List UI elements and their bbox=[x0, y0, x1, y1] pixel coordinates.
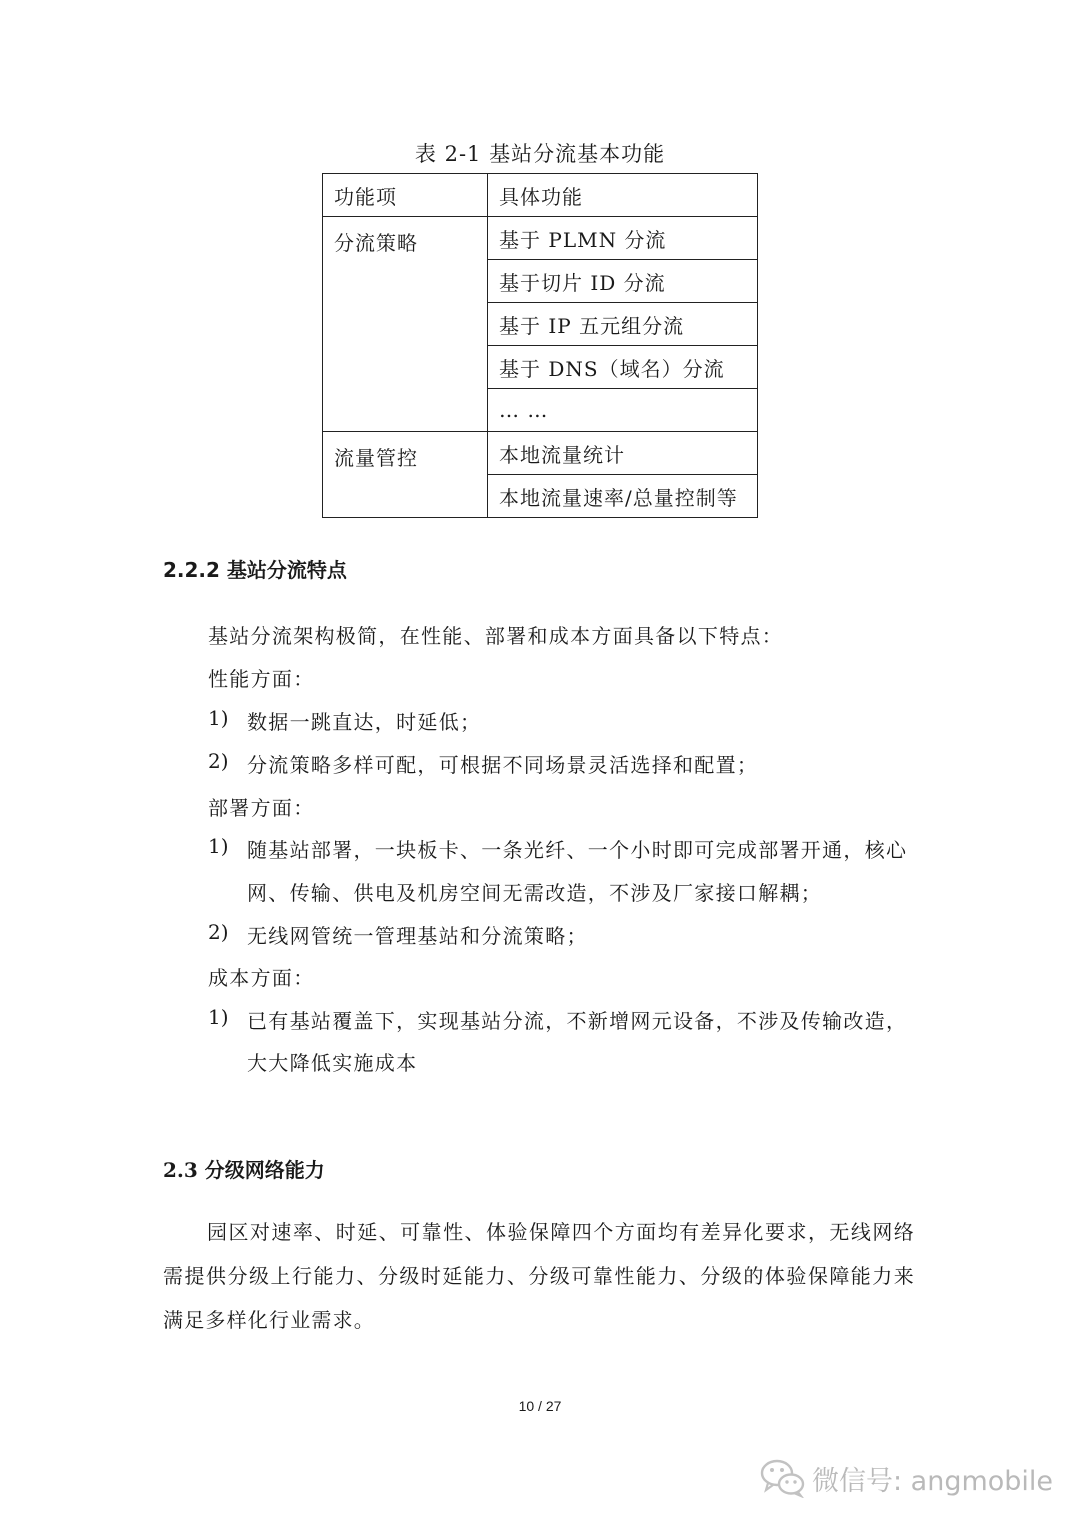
table-cell: 本地流量速率/总量控制等 bbox=[488, 475, 758, 518]
table-header-row bbox=[323, 174, 758, 217]
header-feature-item: 功能项 bbox=[323, 174, 488, 217]
performance-label: 性能方面： bbox=[208, 667, 315, 691]
category-offload-policy: 分流策略 bbox=[323, 217, 488, 432]
list-number: 2) bbox=[208, 920, 229, 944]
wechat-icon bbox=[760, 1458, 806, 1498]
list-number: 2) bbox=[208, 749, 229, 773]
table-row bbox=[323, 432, 758, 475]
list-item: 随基站部署，一块板卡、一条光纤、一个小时即可完成部署开通，核心 bbox=[247, 838, 908, 862]
header-specific-feature: 具体功能 bbox=[488, 174, 758, 217]
list-number: 1) bbox=[208, 706, 229, 730]
feature-table bbox=[322, 173, 758, 518]
cost-label: 成本方面： bbox=[208, 966, 315, 990]
section-paragraph: 园区对速率、时延、可靠性、体验保障四个方面均有差异化要求，无线网络需提供分级上行能力、分级时延能力、分级可靠性能力、分级的体验保障能力来满足多样化行业需求。 bbox=[163, 1220, 915, 1332]
deployment-label: 部署方面： bbox=[208, 796, 315, 820]
table-cell: 基于 DNS（域名）分流 bbox=[488, 346, 758, 389]
list-item-continued: 大大降低实施成本 bbox=[247, 1051, 418, 1075]
section-heading-2-3: 2.3 分级网络能力 bbox=[163, 1158, 325, 1182]
table-cell: 基于切片 ID 分流 bbox=[488, 260, 758, 303]
page-number: 10 / 27 bbox=[518, 1398, 562, 1414]
list-item: 无线网管统一管理基站和分流策略； bbox=[247, 924, 588, 948]
list-number: 1) bbox=[208, 1005, 229, 1029]
table-cell: 本地流量统计 bbox=[488, 432, 758, 475]
watermark bbox=[760, 1458, 1053, 1498]
table-cell: … … bbox=[488, 389, 758, 432]
table-cell: 基于 IP 五元组分流 bbox=[488, 303, 758, 346]
list-item: 已有基站覆盖下，实现基站分流，不新增网元设备，不涉及传输改造， bbox=[247, 1009, 908, 1033]
table-cell: 基于 PLMN 分流 bbox=[488, 217, 758, 260]
category-traffic-control: 流量管控 bbox=[323, 432, 488, 518]
section-heading-2-2-2: 2.2.2 基站分流特点 bbox=[163, 558, 347, 582]
list-number: 1) bbox=[208, 834, 229, 858]
list-item: 分流策略多样可配，可根据不同场景灵活选择和配置； bbox=[247, 753, 759, 777]
table-row bbox=[323, 217, 758, 260]
section-intro: 基站分流架构极简，在性能、部署和成本方面具备以下特点： bbox=[208, 624, 784, 648]
watermark-text: 微信号: angmobile bbox=[812, 1465, 1054, 1497]
list-item-continued: 网、传输、供电及机房空间无需改造，不涉及厂家接口解耦； bbox=[247, 881, 823, 905]
table-caption: 表 2-1 基站分流基本功能 bbox=[414, 142, 666, 166]
list-item: 数据一跳直达，时延低； bbox=[247, 710, 482, 734]
